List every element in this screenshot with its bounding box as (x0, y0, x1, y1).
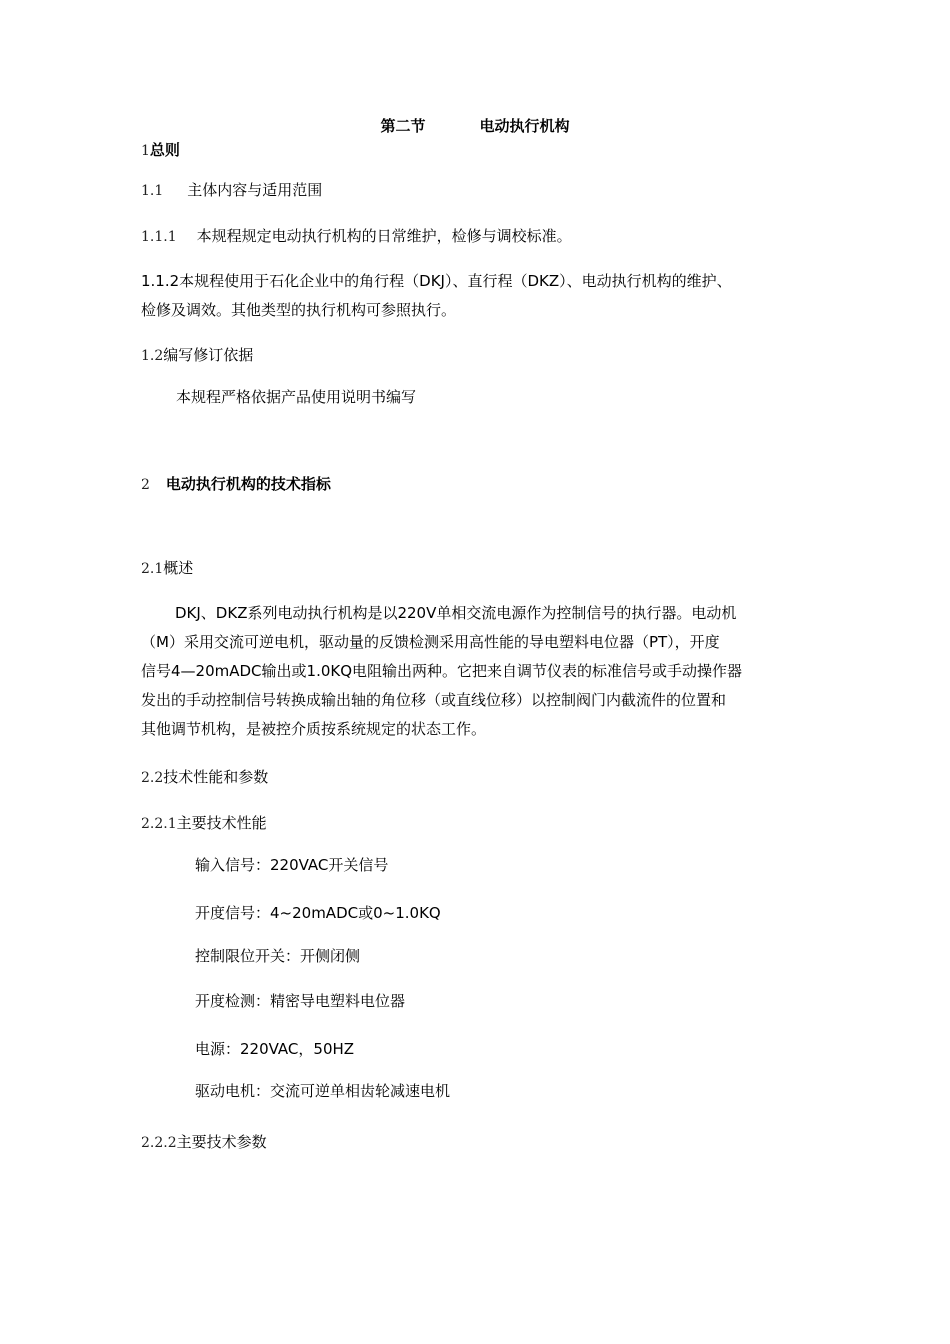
spec-item: 输入信号：220VAC开关信号 (195, 856, 389, 874)
paragraph-1-1-2 (141, 267, 811, 325)
section-name-label: 电动执行机构 (479, 117, 570, 135)
heading-2-2-1-text: 主要技术性能 (176, 814, 267, 832)
paragraph-2-1 (141, 599, 811, 744)
paragraph-1-1-1: 1.1.1 本规程规定电动执行机构的日常维护，检修与调校标准。 (141, 227, 572, 245)
heading-1-1-text: 主体内容与适用范围 (187, 181, 323, 199)
heading-2-2-1: 2.2.1主要技术性能 (141, 814, 267, 832)
paragraph-line: 信号4—20mADC输出或1.0KQ电阻输出两种。它把来自调节仪表的标准信号或手动操作器 (141, 662, 743, 680)
heading-1-2-text: 编写修订依据 (163, 346, 254, 364)
heading-2-1: 2.1概述 (141, 559, 194, 577)
heading-2-1-text: 概述 (163, 559, 194, 577)
spec-item: 开度检测：精密导电塑料电位器 (195, 992, 406, 1010)
paragraph-line: 发出的手动控制信号转换成输出轴的角位移（或直线位移）以控制阀门内截流件的位置和 (141, 691, 727, 709)
section-title (0, 116, 950, 136)
heading-2-2-2: 2.2.2主要技术参数 (141, 1133, 267, 1151)
heading-2-2-text: 技术性能和参数 (163, 768, 269, 786)
heading-2-2-2-text: 主要技术参数 (176, 1133, 267, 1151)
paragraph-line: （M）采用交流可逆电机，驱动量的反馈检测采用高性能的导电塑料电位器（PT），开度 (141, 633, 720, 651)
paragraph-line: 其他调节机构，是被控介质按系统规定的状态工作。 (141, 720, 487, 738)
paragraph-1-2: 本规程严格依据产品使用说明书编写 (176, 388, 417, 406)
heading-1: 1总则 (141, 141, 180, 159)
heading-2-2: 2.2技术性能和参数 (141, 768, 269, 786)
section-number-label: 第二节 (380, 117, 426, 135)
paragraph-line: DKJ、DKZ系列电动执行机构是以220V单相交流电源作为控制信号的执行器。电动机 (175, 604, 737, 622)
paragraph-line: 1.1.2本规程使用于石化企业中的角行程（DKJ）、直行程（DKZ）、电动执行机构的维护、 (141, 272, 732, 290)
heading-1-text: 总则 (149, 141, 180, 159)
heading-1-1: 1.1 主体内容与适用范围 (141, 181, 323, 199)
spec-item: 开度信号：4~20mADC或0~1.0KQ (195, 904, 441, 922)
spec-item: 控制限位开关：开侧闭侧 (195, 947, 361, 965)
paragraph-line: 检修及调效。其他类型的执行机构可参照执行。 (141, 301, 457, 319)
spec-item: 驱动电机：交流可逆单相齿轮减速电机 (195, 1082, 451, 1100)
heading-2-text: 电动执行机构的技术指标 (165, 475, 331, 493)
heading-1-2: 1.2编写修订依据 (141, 346, 254, 364)
heading-2: 2 电动执行机构的技术指标 (141, 475, 331, 493)
spec-item: 电源：220VAC，50HZ (195, 1040, 355, 1058)
paragraph-1-1-1-text: 本规程规定电动执行机构的日常维护，检修与调校标准。 (196, 227, 572, 245)
